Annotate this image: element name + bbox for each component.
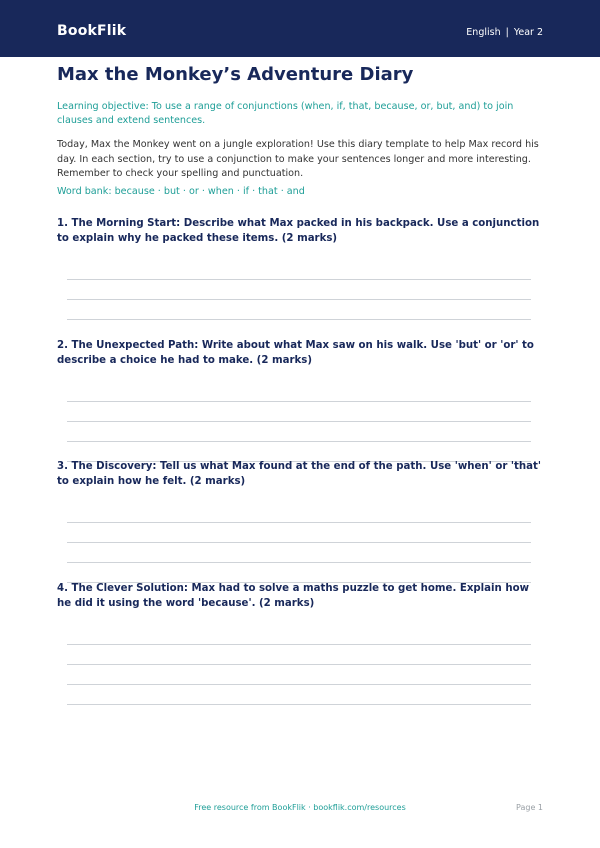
- learning-objective: Learning objective: To use a range of conjunctions (when, if, that, because, or, but, and) to join clauses and extend sentences.: [57, 101, 514, 126]
- answer-line-3-2[interactable]: [67, 542, 531, 543]
- answer-line-4-2[interactable]: [67, 664, 531, 665]
- answer-line-4-1[interactable]: [67, 644, 531, 645]
- footer-resource-link[interactable]: Free resource from BookFlik · bookflik.com/resources: [194, 803, 406, 812]
- answer-line-4-4[interactable]: [67, 704, 531, 705]
- answer-line-2-3[interactable]: [67, 441, 531, 442]
- answer-line-3-1[interactable]: [67, 522, 531, 523]
- question-2: 2. The Unexpected Path: Write about what Max saw on his walk. Use 'but' or 'or' to describe a choice he had to make. (2 marks): [57, 340, 534, 366]
- answer-line-1-2[interactable]: [67, 299, 531, 300]
- answer-line-4-3[interactable]: [67, 684, 531, 685]
- page-number: Page 1: [516, 803, 543, 812]
- question-4: 4. The Clever Solution: Max had to solve a maths puzzle to get home. Explain how he did it using the word 'because'. (2 marks): [57, 583, 530, 609]
- subject-year-label: [466, 27, 543, 38]
- year-label: Year 2: [513, 27, 543, 38]
- question-1: 1. The Morning Start: Describe what Max packed in his backpack. Use a conjunction to explain why he packed these items. (2 marks): [57, 218, 540, 244]
- answer-line-2-1[interactable]: [67, 401, 531, 402]
- answer-line-2-2[interactable]: [67, 421, 531, 422]
- meta-separator: |: [505, 27, 509, 38]
- question-3: 3. The Discovery: Tell us what Max found at the end of the path. Use 'when' or 'that' to explain how he felt. (2 marks): [57, 461, 542, 487]
- intro-paragraph: Today, Max the Monkey went on a jungle exploration! Use this diary template to help Max record his day. In each section, try to use a conjunction to make your sentences longer and more interesting. Remember to check your spelling and punctuation.: [57, 139, 539, 179]
- page-header: [0, 0, 600, 57]
- answer-line-1-1[interactable]: [67, 279, 531, 280]
- answer-line-1-3[interactable]: [67, 319, 531, 320]
- answer-line-3-3[interactable]: [67, 562, 531, 563]
- subject-label: English: [466, 27, 501, 38]
- brand-logo[interactable]: BookFlik: [57, 23, 127, 39]
- page-title: Max the Monkey’s Adventure Diary: [57, 64, 414, 85]
- word-bank: Word bank: because · but · or · when · if · that · and: [57, 186, 305, 197]
